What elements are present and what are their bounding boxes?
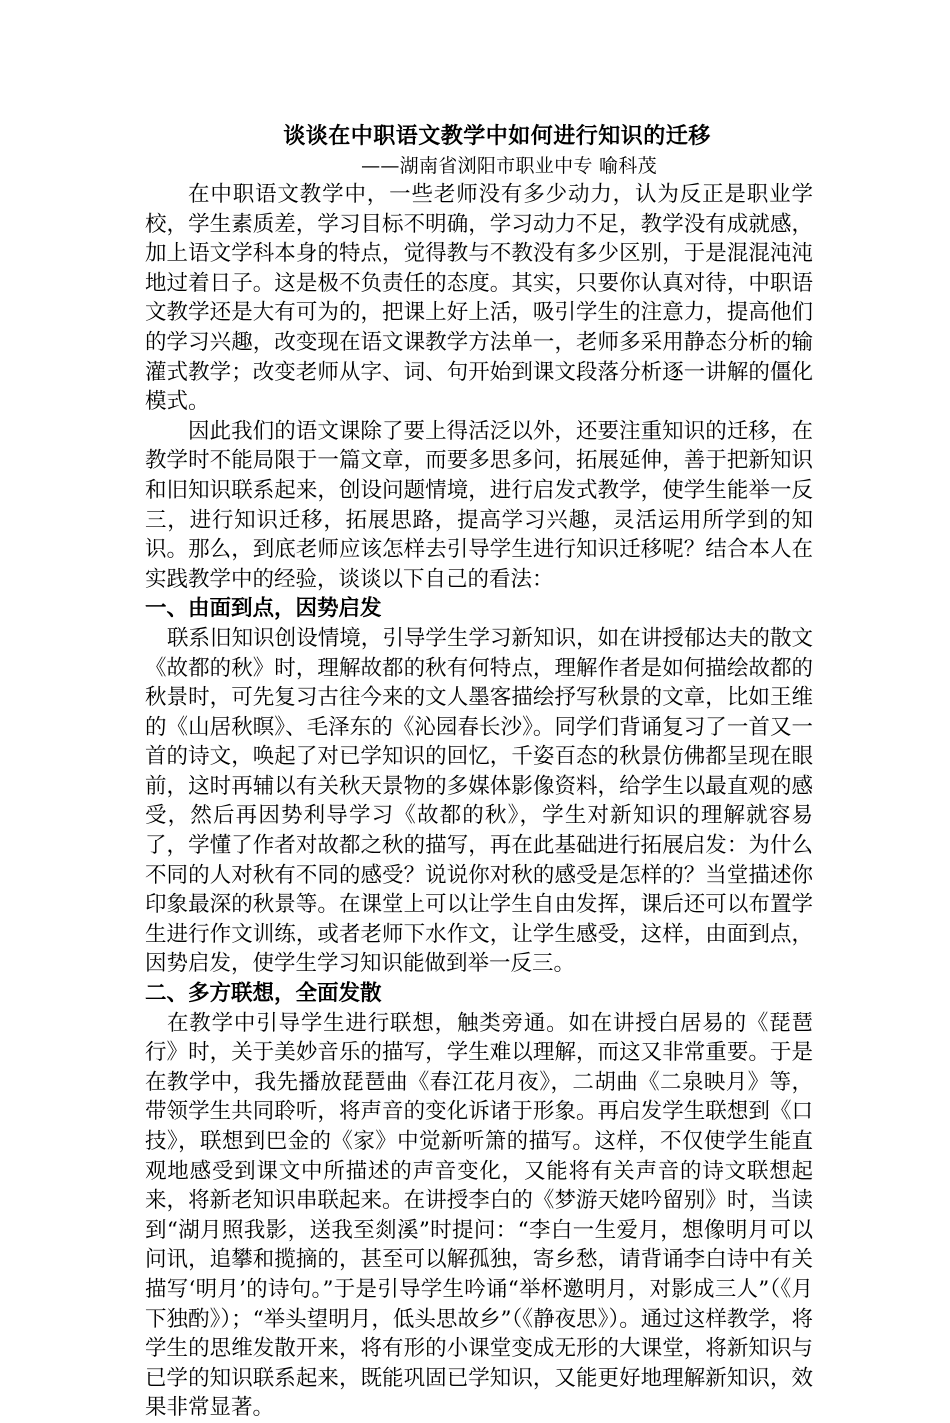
document-body — [145, 120, 813, 1423]
section-paragraph-1: 联系旧知识创设情境，引导学生学习新知识，如在讲授郁达夫的散文《故都的秋》时，理解故都的秋有何特点，理解作者是如何描绘故都的秋景时，可先复习古往今来的文人墨客描绘抒写秋景的文章，比如王维的《山居秋暝》、毛泽东的《沁园春长沙》。同学们背诵复习了一首又一首的诗文，唤起了对已学知识的回忆，千姿百态的秋景仿佛都呈现在眼前，这时再辅以有关秋天景物的多媒体影像资料，给学生以最直观的感受，然后再因势利导学习《故都的秋》，学生对新知识的理解就容易了，学懂了作者对故都之秋的描写，再在此基础进行拓展启发：为什么不同的人对秋有不同的感受？说说你对秋的感受是怎样的？当堂描述你印象最深的秋景等。在课堂上可以让学生自由发挥，课后还可以布置学生进行作文训练，或者老师下水作文，让学生感受，这样，由面到点，因势启发，使学生学习知识能做到举一反三。 — [145, 625, 813, 977]
document-title: 谈谈在中职语文教学中如何进行知识的迁移 — [283, 123, 711, 149]
section-heading-2: 二、多方联想，全面发散 — [145, 981, 382, 1007]
intro-paragraph-1: 在中职语文教学中，一些老师没有多少动力，认为反正是职业学校，学生素质差，学习目标不明确，学习动力不足，教学没有成就感，加上语文学科本身的特点，觉得教与不教没有多少区别，于是混混沌沌地过着日子。这是极不负责任的态度。其实，只要你认真对待，中职语文教学还是大有可为的，把课上好上活，吸引学生的注意力，提高他们的学习兴趣，改变现在语文课教学方法单一，老师多采用静态分析的输灌式教学；改变老师从字、词、句开始到课文段落分析逐一讲解的僵化模式。 — [145, 182, 813, 415]
section-paragraph-2: 在教学中引导学生进行联想，触类旁通。如在讲授白居易的《琵琶行》时，关于美妙音乐的描写，学生难以理解，而这又非常重要。于是在教学中，我先播放琵琶曲《春江花月夜》，二胡曲《二泉映月》等，带领学生共同聆听，将声音的变化诉诸于形象。再启发学生联想到《口技》，联想到巴金的《家》中觉新听箫的描写。这样，不仅使学生能直观地感受到课文中所描述的声音变化，又能将有关声音的诗文联想起来，将新老知识串联起来。在讲授李白的《梦游天姥吟留别》时，当读到“湖月照我影，送我至剡溪”时提问：“李白一生爱月，想像明月可以问讯，追攀和揽摘的，甚至可以解孤独，寄乡愁，请背诵李白诗中有关描写‘明月’的诗句。”于是引导学生吟诵“举杯邀明月，对影成三人”（《月下独酌》）；“举头望明月，低头思故乡”（《静夜思》）。通过这样教学，将学生的思维发散开来，将有形的小课堂变成无形的大课堂，将新知识与已学的知识联系起来，既能巩固已学知识，又能更好地理解新知识，效果非常显著。 — [145, 1010, 813, 1421]
intro-paragraph-2: 因此我们的语文课除了要上得活泛以外，还要注重知识的迁移，在教学时不能局限于一篇文章，而要多思多问，拓展延伸，善于把新知识和旧知识联系起来，创设问题情境，进行启发式教学，使学生能举一反三，进行知识迁移，拓展思路，提高学习兴趣，灵活运用所学到的知识。那么，到底老师应该怎样去引导学生进行知识迁移呢？结合本人在实践教学中的经验，谈谈以下自己的看法： — [145, 418, 813, 592]
section-heading-1: 一、由面到点，因势启发 — [145, 596, 382, 622]
author-byline: ——湖南省浏阳市职业中专 喻科茂 — [361, 155, 657, 177]
